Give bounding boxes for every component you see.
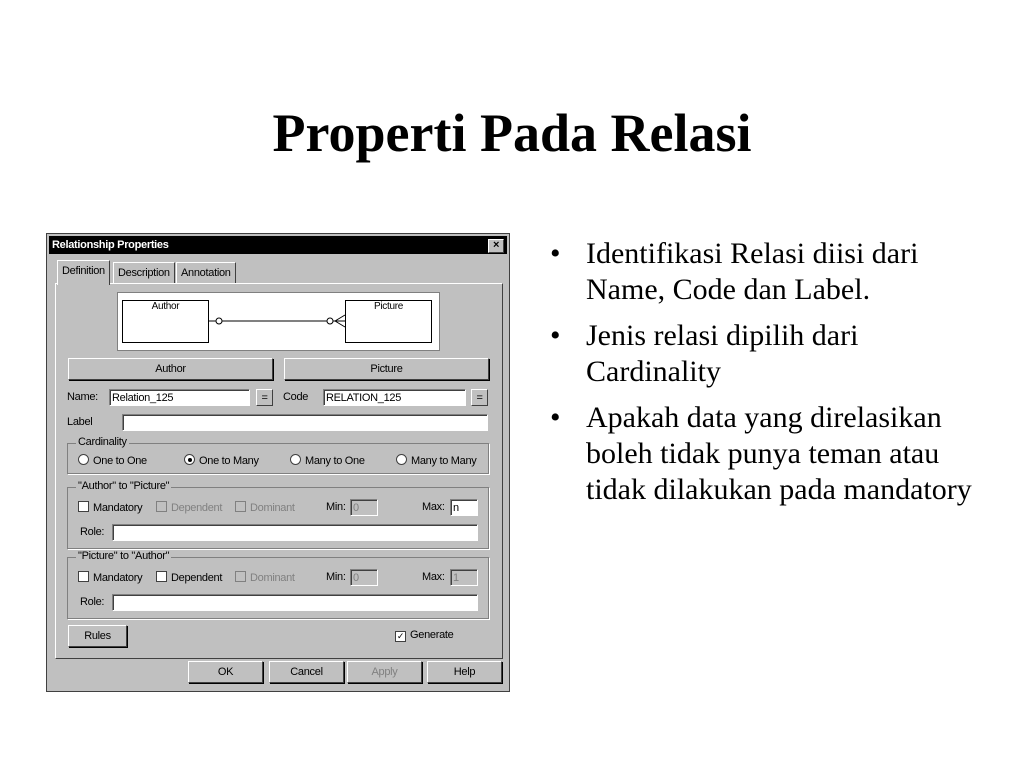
dependent-checkbox-1[interactable] — [156, 501, 222, 514]
max-input-2[interactable]: 1 — [450, 569, 478, 586]
min-label-2: Min: — [326, 571, 346, 583]
author-to-picture-group — [67, 480, 489, 549]
slide-title: Properti Pada Relasi — [272, 103, 752, 163]
bullet-item — [548, 236, 988, 308]
min-input-1[interactable]: 0 — [350, 499, 378, 516]
max-label-1: Max: — [422, 501, 445, 513]
ok-button[interactable]: OK — [188, 661, 263, 683]
label-input[interactable] — [122, 414, 488, 431]
role-input-2[interactable] — [112, 594, 478, 611]
cardinality-title: Cardinality — [78, 436, 127, 448]
tab-definition[interactable]: Definition — [57, 260, 110, 285]
name-input[interactable]: Relation_125 — [109, 389, 250, 406]
dialog-title: Relationship Properties — [52, 239, 169, 251]
min-input-2[interactable]: 0 — [350, 569, 378, 586]
radio-circle — [396, 454, 407, 465]
checkbox-label: Generate — [410, 629, 454, 641]
dialog-titlebar — [49, 236, 507, 254]
bullet-list — [548, 236, 988, 518]
tab-description[interactable]: Description — [113, 262, 175, 283]
checkbox-box — [235, 501, 246, 512]
role-label-2: Role: — [80, 596, 105, 608]
bullet-dot: • — [550, 401, 561, 434]
bullet-dot: • — [550, 319, 561, 352]
bullet-text: Jenis relasi dipilih dari Cardinality — [586, 319, 859, 388]
name-equals-button[interactable]: = — [256, 389, 273, 406]
checkbox-box — [156, 571, 167, 582]
dominant-checkbox-2[interactable] — [235, 571, 295, 584]
radio-label: One to One — [93, 455, 147, 467]
radio-label: Many to One — [305, 455, 365, 467]
dependent-checkbox-2[interactable] — [156, 571, 222, 584]
role-input-1[interactable] — [112, 524, 478, 541]
radio-label: One to Many — [199, 455, 259, 467]
mandatory-checkbox-1[interactable] — [78, 501, 142, 514]
picture-to-author-group — [67, 550, 489, 619]
checkbox-box — [78, 501, 89, 512]
relationship-properties-dialog — [46, 233, 510, 692]
bullet-item — [548, 400, 988, 508]
checkbox-box — [78, 571, 89, 582]
picture-to-author-title: "Picture" to "Author" — [78, 550, 170, 562]
relationship-diagram — [117, 292, 440, 351]
max-label-2: Max: — [422, 571, 445, 583]
label-label: Label — [67, 416, 93, 428]
checkbox-box — [156, 501, 167, 512]
radio-circle — [290, 454, 301, 465]
code-equals-button[interactable]: = — [471, 389, 488, 406]
radio-many-to-one[interactable] — [290, 454, 365, 467]
bullet-text: Apakah data yang direlasikan boleh tidak punya teman atau tidak dilakukan pada mandatory — [586, 401, 972, 506]
code-label: Code — [283, 391, 309, 403]
checkbox-checked-icon: ✓ — [396, 631, 405, 641]
checkbox-label: Dependent — [171, 572, 223, 584]
code-input[interactable]: RELATION_125 — [323, 389, 466, 406]
radio-circle-selected — [184, 454, 195, 465]
checkbox-label: Dominant — [250, 572, 295, 584]
checkbox-box — [235, 571, 246, 582]
checkbox-label: Mandatory — [93, 502, 143, 514]
bullet-text: Identifikasi Relasi diisi dari Name, Code dan Label. — [586, 237, 919, 306]
mandatory-checkbox-2[interactable] — [78, 571, 142, 584]
min-label-1: Min: — [326, 501, 346, 513]
role-label-1: Role: — [80, 526, 105, 538]
cardinality-group — [67, 436, 489, 474]
generate-checkbox[interactable] — [395, 629, 453, 642]
close-icon[interactable]: × — [488, 239, 504, 253]
picture-entity-button[interactable]: Picture — [284, 358, 489, 380]
author-to-picture-title: "Author" to "Picture" — [78, 480, 170, 492]
diagram-entity-author-label: Author — [151, 301, 180, 312]
relationship-line-icon — [118, 293, 439, 350]
tab-annotation[interactable]: Annotation — [176, 262, 236, 283]
author-entity-button[interactable]: Author — [68, 358, 273, 380]
rules-button[interactable]: Rules — [68, 625, 127, 647]
dominant-checkbox-1[interactable] — [235, 501, 295, 514]
radio-many-to-many[interactable] — [396, 454, 476, 467]
max-input-1[interactable]: n — [450, 499, 478, 516]
checkbox-label: Dependent — [171, 502, 223, 514]
bullet-item — [548, 318, 988, 390]
apply-button[interactable]: Apply — [347, 661, 422, 683]
radio-one-to-many[interactable] — [184, 454, 259, 467]
diagram-entity-picture-label: Picture — [373, 301, 404, 312]
radio-one-to-one[interactable] — [78, 454, 147, 467]
help-button[interactable]: Help — [427, 661, 502, 683]
cancel-button[interactable]: Cancel — [269, 661, 344, 683]
checkbox-label: Dominant — [250, 502, 295, 514]
checkbox-label: Mandatory — [93, 572, 143, 584]
name-label: Name: — [67, 391, 98, 403]
radio-label: Many to Many — [411, 455, 477, 467]
bullet-dot: • — [550, 237, 561, 270]
radio-circle — [78, 454, 89, 465]
